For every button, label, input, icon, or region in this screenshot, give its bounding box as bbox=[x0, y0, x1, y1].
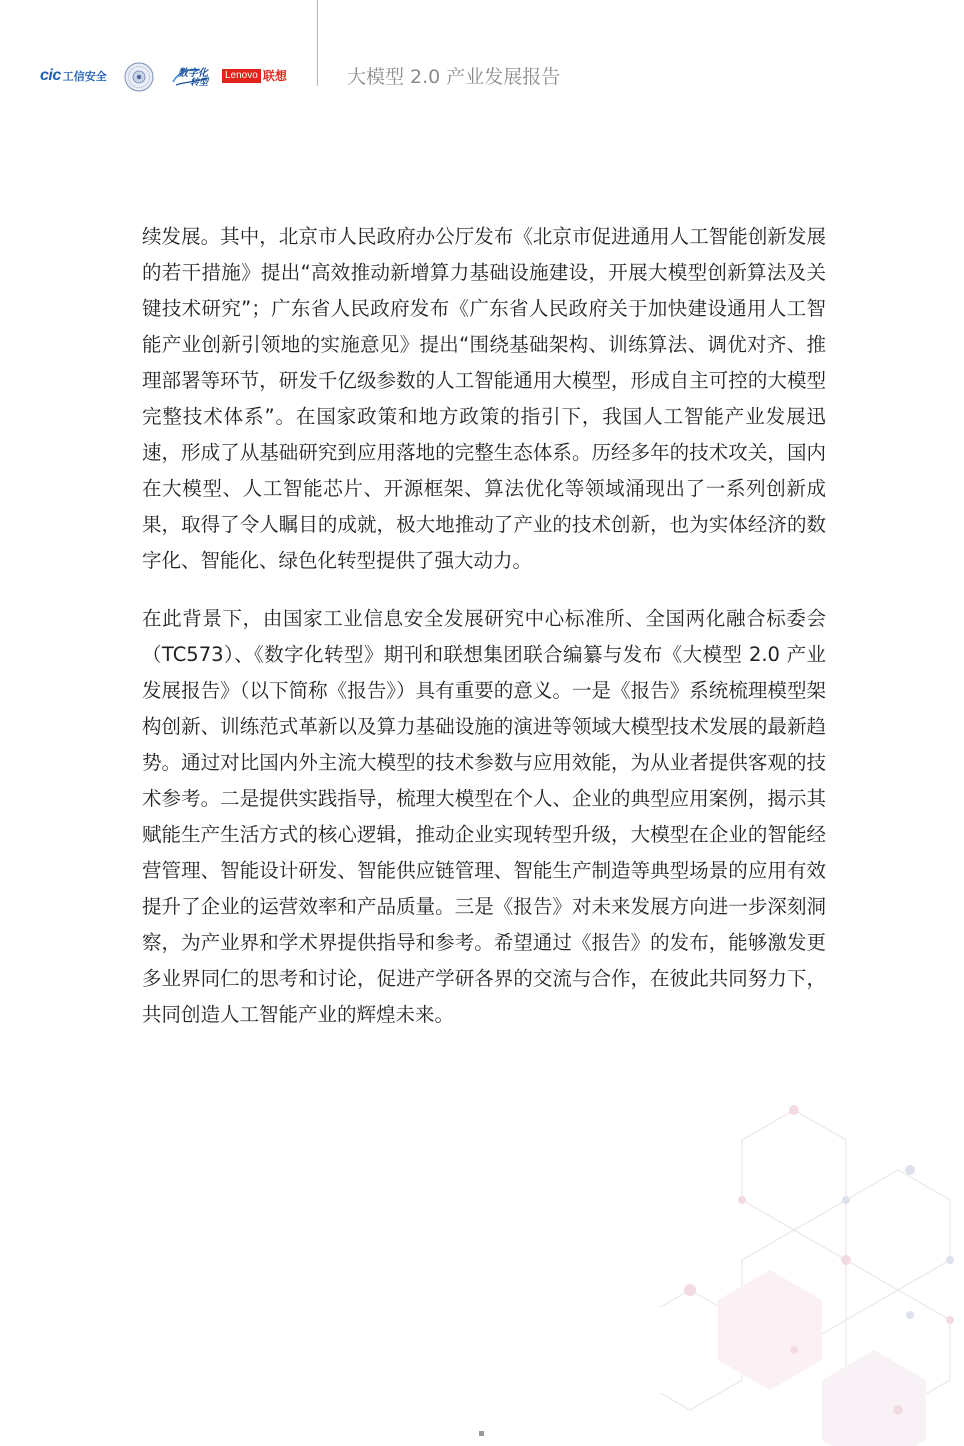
paragraph-2: 在此背景下，由国家工业信息安全发展研究中心标准所、全国两化融合标委会（TC573）、《数字化转型》期刊和联想集团联合编纂与发布《大模型 2.0 产业发展报告》（以下简称《报告》）具有重要的意义。一是《报告》系统梳理模型架构创新、训练范式革新以及算力基础设施的演进等领域大模型技术发展的最新趋势。通过对比国内外主流大模型的技术参数与应用效能，为从业者提供客观的技术参考。二是提供实践指导，梳理大模型在个人、企业的典型应用案例，揭示其赋能生产生活方式的核心逻辑，推动企业实现转型升级，大模型在企业的智能经营管理、智能设计研发、智能供应链管理、智能生产制造等典型场景的应用有效提升了企业的运营效率和产品质量。三是《报告》对未来发展方向进一步深刻洞察，为产业界和学术界提供指导和参考。希望通过《报告》的发布，能够激发更多业界同仁的思考和讨论，促进产学研各界的交流与合作，在彼此共同努力下，共同创造人工智能产业的辉煌未来。 bbox=[142, 607, 826, 1026]
digital-transformation-line2: 转型 bbox=[190, 78, 209, 88]
digital-transformation-line1: 数字化 bbox=[178, 68, 208, 79]
lenovo-logo-cn: 联想 bbox=[262, 69, 287, 83]
cic-logo-subtext: 工信安全 bbox=[62, 70, 107, 83]
digital-transformation-logo bbox=[170, 64, 214, 88]
hexagon-network-icon bbox=[660, 1100, 964, 1446]
body-text bbox=[142, 219, 826, 1033]
page-marker bbox=[479, 1431, 484, 1436]
header-divider bbox=[317, 0, 318, 86]
report-title: 大模型 2.0 产业发展报告 bbox=[347, 66, 561, 88]
lenovo-logo-en: Lenovo bbox=[222, 69, 261, 83]
cic-logo-text: cic bbox=[40, 67, 61, 84]
paragraph-1: 续发展。其中，北京市人民政府办公厅发布《北京市促进通用人工智能创新发展的若干措施》提出“高效推动新增算力基础设施建设，开展大模型创新算法及关键技术研究”；广东省人民政府发布《广东省人民政府关于加快建设通用人工智能产业创新引领地的实施意见》提出“围绕基础架构、训练算法、调优对齐、推理部署等环节，研发千亿级参数的人工智能通用大模型，形成自主可控的大模型完整技术体系”。在国家政策和地方政策的指引下，我国人工智能产业发展迅速，形成了从基础研究到应用落地的完整生态体系。历经多年的技术攻关，国内在大模型、人工智能芯片、开源框架、算法优化等领域涌现出了一系列创新成果，取得了令人瞩目的成就，极大地推动了产业的技术创新，也为实体经济的数字化、智能化、绿色化转型提供了强大动力。 bbox=[142, 225, 826, 572]
lenovo-logo bbox=[222, 69, 287, 83]
page-header bbox=[0, 0, 964, 110]
seal-icon bbox=[124, 62, 154, 92]
cic-logo bbox=[40, 66, 107, 86]
